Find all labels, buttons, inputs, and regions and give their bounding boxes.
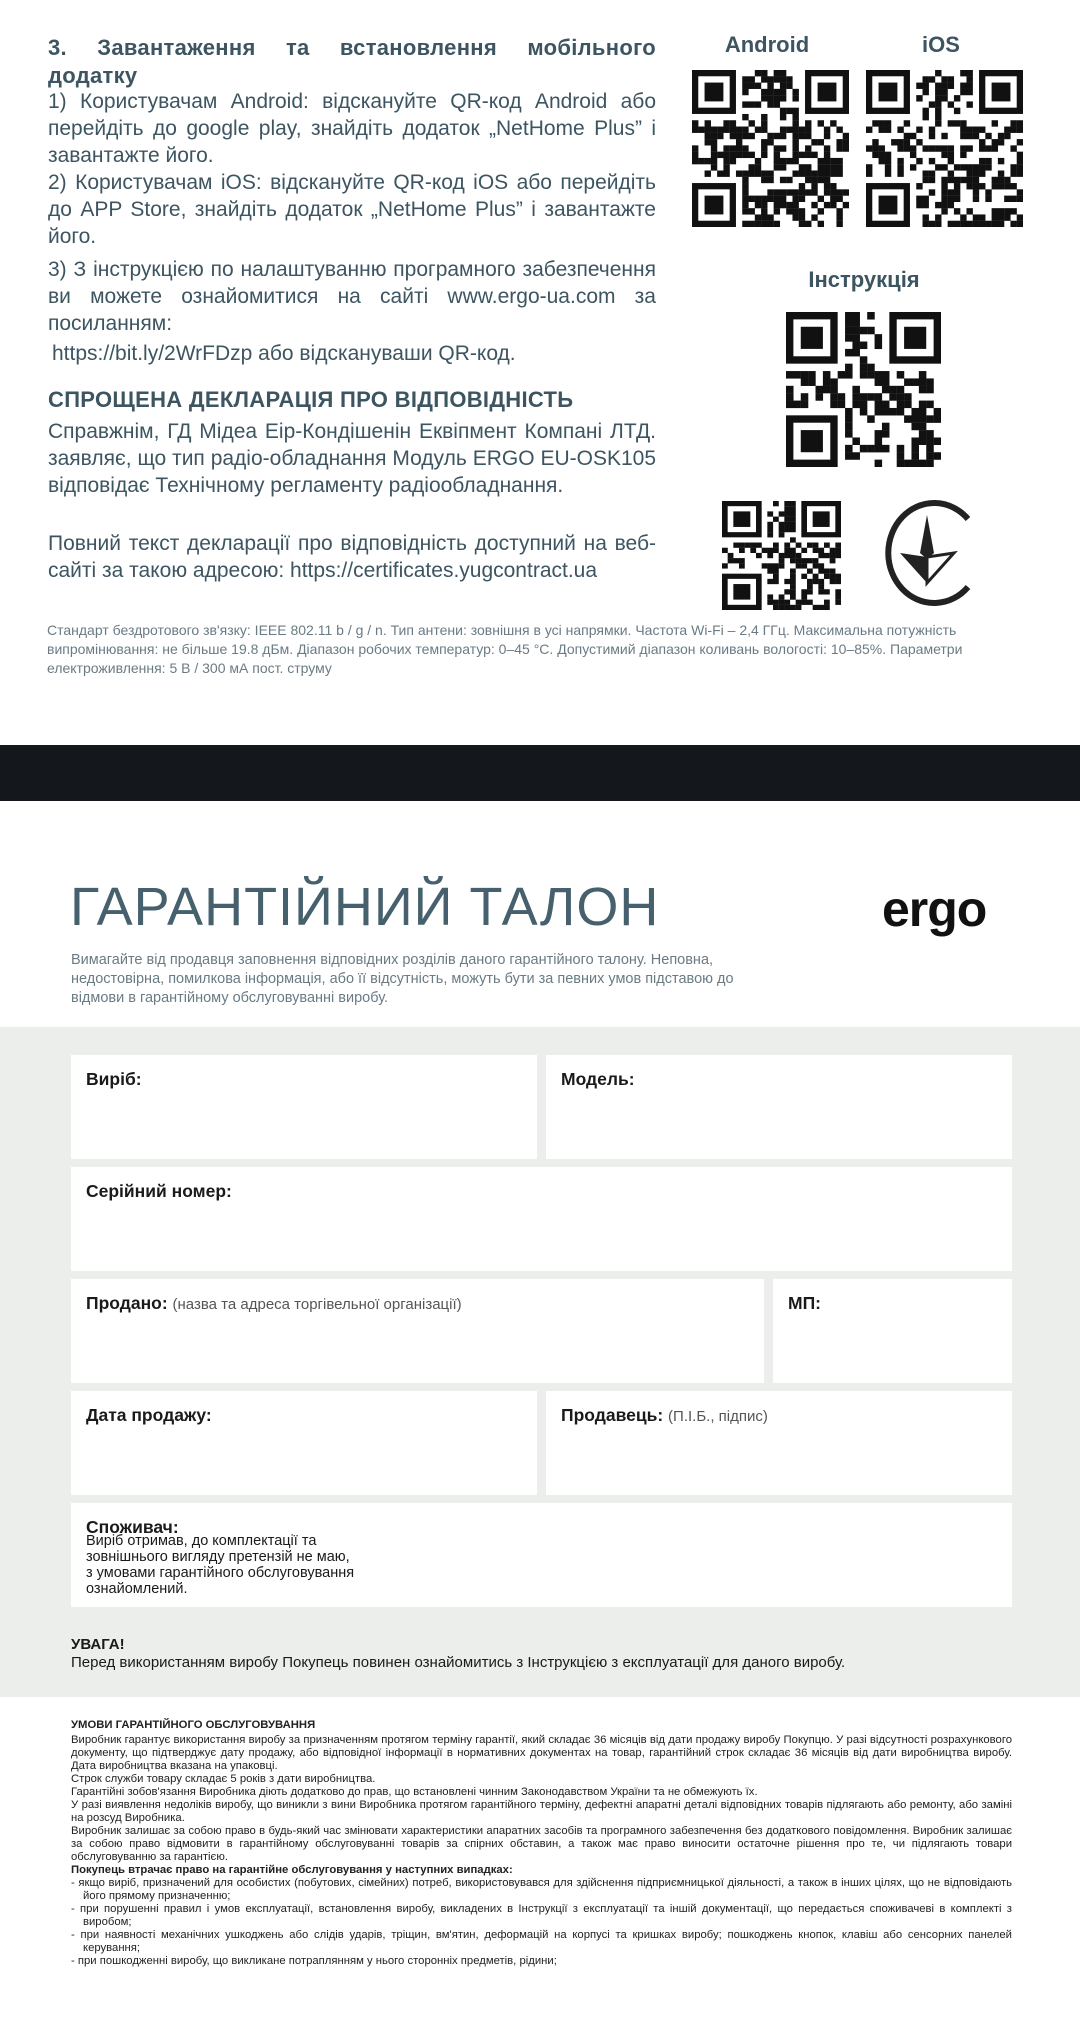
install-step-3: 3) З інструкцією по налаштуванню програмного забезпечення ви можете ознайомитися на сайті www.ergo-ua.com за посиланням: <box>48 258 656 335</box>
ios-qr-label: iOS <box>922 32 960 57</box>
sale-date-label: Дата продажу: <box>86 1405 212 1425</box>
serial-number-label: Серійний номер: <box>86 1181 232 1201</box>
terms-paragraph-1: Виробник гарантує використання виробу за призначенням протягом терміну гарантії, який складає 36 місяців від дати продажу виробу Покупцю. У разі відсутності розрахункового документу, що підтверджує дату продажу, або відповідної інформації в нормативних документах на товар, гарантійний строк складає 36 місяців від дати виробництва виробу. Дата виробництва вказана на упаковці. <box>71 1734 1012 1772</box>
declaration-link-text: Повний текст декларації про відповідність доступний на веб-сайті за такою адресою: https://certificates.yugcontract.ua <box>48 532 656 582</box>
declaration-qr-code <box>722 501 841 610</box>
install-step-2: 2) Користувачам iOS: відскануйте QR-код iOS або перейдіть до APP Store, знайдіть додаток „NetHome Plus” і завантажте його. <box>48 171 656 248</box>
terms-item: - при наявності механічних ушкоджень або слідів ударів, тріщин, вм'ятин, деформацій на корпусі та кришках виробу; пошкоджень кнопок, клавіш або сенсорних панелей керування; <box>71 1929 1012 1954</box>
ergo-logo: ergo <box>882 881 987 937</box>
seller-label <box>561 1405 768 1426</box>
instruction-qr-label: Інструкція <box>808 267 920 292</box>
stamp-label: МП: <box>788 1293 821 1313</box>
sold-by-label <box>86 1293 462 1314</box>
install-section-title: 3. Завантаження та встановлення мобільного додатку <box>48 35 656 88</box>
divider-band <box>0 745 1080 801</box>
android-qr-label: Android <box>724 32 810 57</box>
terms-paragraph-5: Виробник залишає за собою право в будь-який час змінювати характеристики апаратних засобів та програмного забезпечення без додаткового повідомлення. Виробник залишає за собою право відмовити в гарантійному обслуговуванні товарів за спірних обставин, а також має право виносити остаточне рішення про те, чи підлягають товари обслуговуванню за гарантією. <box>71 1825 1012 1863</box>
consumer-field[interactable] <box>71 1503 1012 1607</box>
sold-by-field[interactable] <box>71 1279 764 1383</box>
consumer-label: Споживач: <box>86 1517 179 1537</box>
sale-date-field[interactable] <box>71 1391 537 1495</box>
model-label: Модель: <box>561 1069 635 1089</box>
ios-qr-code <box>866 70 1023 227</box>
model-field[interactable] <box>546 1055 1012 1159</box>
terms-paragraph-4: У разі виявлення недоліків виробу, що виникли з вини Виробника протягом гарантійного терміну, дефектні апаратні деталі відповідних товарів підлягають або ремонту, або заміні на розсуд Виробника. <box>71 1799 1012 1824</box>
declaration-title: СПРОЩЕНА ДЕКЛАРАЦІЯ ПРО ВІДПОВІДНІСТЬ <box>48 387 574 412</box>
warranty-title: ГАРАНТІЙНИЙ ТАЛОН <box>70 877 660 937</box>
seller-label-text: Продавець: <box>561 1405 664 1425</box>
terms-lose-title: Покупець втрачає право на гарантійне обслуговування у наступних випадках: <box>71 1864 513 1876</box>
install-link: https://bit.ly/2WrFDzp або відскануваши QR-код. <box>52 342 516 365</box>
instruction-qr-code <box>786 312 941 467</box>
terms-item: - при пошкодженні виробу, що викликане потраплянням у нього сторонніх предметів, рідини; <box>71 1955 557 1967</box>
terms-title: УМОВИ ГАРАНТІЙНОГО ОБСЛУГОВУВАННЯ <box>71 1719 316 1731</box>
product-label: Виріб: <box>86 1069 142 1089</box>
consumer-statement: Виріб отримав, до комплектації та зовнішнього вигляду претензій не маю, з умовами гарантійного обслуговування ознайомлений. <box>86 1533 355 1597</box>
terms-item: - якщо виріб, призначений для особистих (побутових, сімейних) потреб, використовувався для здійснення підприємницької діяльності, а також в інших цілях, що не відповідають його прямому призначенню; <box>71 1877 1012 1902</box>
technical-spec-text: Стандарт бездротового зв'язку: IEEE 802.11 b / g / n. Тип антени: зовнішня в усі напрямки. Частота Wi-Fi – 2,4 ГГц. Максимальна потужність випромінювання: не більше 19.8 дБм. Діапазон робочих температур: 0–45 °C. Допустимий діапазон коливань вологості: 10–85%. Параметри електроживлення: 5 В / 300 мА пост. струму <box>47 622 963 676</box>
terms-item: - при порушенні правил і умов експлуатації, встановлення виробу, викладених в Інструкції з експлуатації та іншій документації, що передається споживачеві в комплекті з виробом; <box>71 1903 1012 1928</box>
install-step-1: 1) Користувачам Android: відскануйте QR-код Android або перейдіть до google play, знайдіть додаток „NetHome Plus” і завантажте його. <box>48 90 656 167</box>
stamp-field[interactable] <box>773 1279 1012 1383</box>
seller-hint: (П.І.Б., підпис) <box>668 1408 768 1425</box>
sold-by-label-text: Продано: <box>86 1293 168 1313</box>
sold-by-hint: (назва та адреса торгівельної організації) <box>172 1296 462 1313</box>
product-field[interactable] <box>71 1055 537 1159</box>
attention-title: УВАГА! <box>71 1636 125 1653</box>
warranty-terms <box>71 1719 1012 1968</box>
warranty-intro: Вимагайте від продавця заповнення відповідних розділів даного гарантійного талону. Неповна, недостовірна, помилкова інформація, або її відсутність, можуть бути за певних умов підставою до відмови в гарантійному обслуговуванні виробу. <box>71 952 734 1006</box>
ua-conformity-mark-icon <box>882 497 982 609</box>
serial-number-field[interactable] <box>71 1167 1012 1271</box>
seller-field[interactable] <box>546 1391 1012 1495</box>
terms-paragraph-2: Строк служби товару складає 5 років з дати виробництва. <box>71 1773 376 1785</box>
attention-text: Перед використанням виробу Покупець повинен ознайомитись з Інструкцією з експлуатації для даного виробу. <box>71 1654 846 1671</box>
declaration-text: Справжнім, ГД Мідеа Еір-Кондішенін Еквіпмент Компані ЛТД. заявляє, що тип радіо-обладнання Модуль ERGO EU-OSK105 відповідає Технічному регламенту радіообладнання. <box>48 420 656 497</box>
terms-paragraph-3: Гарантійні зобов'язання Виробника діють додатково до прав, що встановлені чинним Законодавством України та не обмежують їх. <box>71 1786 758 1798</box>
android-qr-code <box>692 70 849 227</box>
